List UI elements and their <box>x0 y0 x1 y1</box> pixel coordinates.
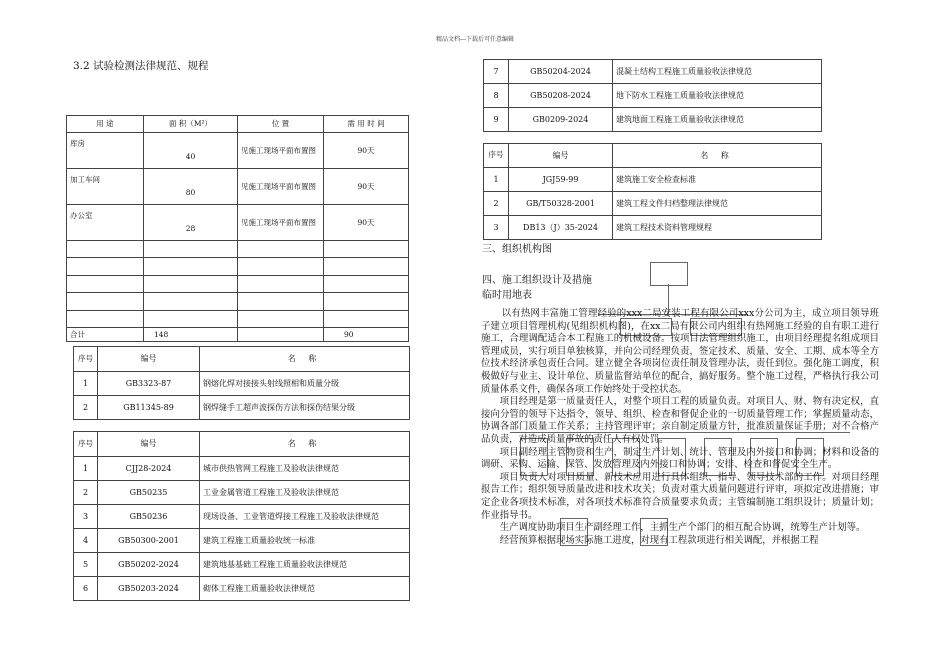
time-cell: 90天 <box>324 133 409 169</box>
table-header-row <box>484 144 822 168</box>
paragraph: 生产调度协助项目生产副经理工作，主抓生产个部门的相互配合协调，统筹生产计划等。 <box>499 522 866 534</box>
total-time: 90 <box>324 328 409 342</box>
code-cell: JGJ59-99 <box>509 168 613 192</box>
code-cell: CJJ28-2024 <box>98 457 200 481</box>
name-cell: 城市供热管网工程施工及验收法律规范 <box>200 457 410 481</box>
table-row <box>74 577 410 601</box>
table-row <box>484 168 822 192</box>
table-row <box>67 205 409 241</box>
table-row <box>74 372 410 396</box>
paragraph: 项目负责人对项目质量、新技术应用进行具体组织、指导、领导技术部的工作。对项目经理报告工作；组织领导质量改进和技术攻关；负责对重大质量问题进行评审，项拟定改进措施；审定企业各项技术标准，对各项技术标准符合质量要求负责；主管编制施工组织设计；质量计划；作业指导书。 <box>481 471 879 521</box>
name-cell: 建筑工程文件归档整理法律规范 <box>613 192 822 216</box>
code-cell: GB/T50328-2001 <box>509 192 613 216</box>
header-cell: 名 称 <box>613 144 822 168</box>
header-cell: 编号 <box>509 144 613 168</box>
name-cell: 建筑工程技术资料管理规程 <box>613 216 822 240</box>
table-row <box>484 108 822 132</box>
table-header-row <box>67 116 409 133</box>
name-cell: 现场设备、工业管道焊接工程施工及验收法律规范 <box>200 505 410 529</box>
code-cell: GB50208-2024 <box>509 84 613 108</box>
total-label: 合计 <box>67 328 144 342</box>
name-cell: 钢熔化焊对接接头射线照相和质量分级 <box>200 372 410 396</box>
no-cell: 6 <box>74 577 98 601</box>
code-cell: DB13（J）35-2024 <box>509 216 613 240</box>
table-row <box>67 169 409 205</box>
area-cell: 40 <box>144 133 238 169</box>
table-row <box>484 60 822 84</box>
code-cell: GB50202-2024 <box>98 553 200 577</box>
use-cell: 加工车间 <box>67 169 144 205</box>
table-row <box>74 481 410 505</box>
page-header-note: 精品文档---下载后可任意编辑 <box>435 36 515 43</box>
no-cell: 1 <box>484 168 509 192</box>
section-4-title: 四、施工组织设计及措施 <box>482 275 592 286</box>
table-row <box>67 133 409 169</box>
no-cell: 3 <box>74 505 98 529</box>
code-cell: GB50236 <box>98 505 200 529</box>
code-cell: GB50204-2024 <box>509 60 613 84</box>
section-4-subtitle: 临时用地表 <box>482 290 532 301</box>
area-cell: 28 <box>144 205 238 241</box>
name-cell: 混凝土结构工程施工质量验收法律规范 <box>613 60 822 84</box>
name-cell: 建筑地基基础工程施工质量验收法律规范 <box>200 553 410 577</box>
empty-row <box>67 293 409 311</box>
header-cell: 名 称 <box>200 347 410 372</box>
total-area: 148 <box>144 328 238 342</box>
table-row <box>484 216 822 240</box>
name-cell: 建筑施工安全检查标准 <box>613 168 822 192</box>
paragraph: 项目经理是第一质量责任人，对整个项目工程的质量负责。对项目人、财、物有决定权，直接向分管的领导下达指令，领导、组织、检查和督促企业的一切质量管理工作；掌握质量动态，协调各部门质量工作关系；主持管理评审；亲自制定质量方针，批准质量保证手册；对不合格产品负责，对造成质量事故的责任人有权处罚。 <box>481 396 879 445</box>
name-cell: 钢焊缝手工超声波探伤方法和探伤结果分级 <box>200 396 410 420</box>
no-cell: 3 <box>484 216 509 240</box>
total-row <box>67 328 409 342</box>
header-cell: 面 积（M²） <box>144 116 238 133</box>
use-cell: 办公室 <box>67 205 144 241</box>
header-cell: 序号 <box>74 432 98 457</box>
table-row <box>74 553 410 577</box>
section-title-3-2: 3.2 试验检测法律规范、规程 <box>73 60 209 72</box>
table-row <box>74 457 410 481</box>
name-cell: 建筑工程施工质量验收统一标准 <box>200 529 410 553</box>
section-3-title: 三、组织机构图 <box>482 244 552 255</box>
header-cell: 位 置 <box>238 116 324 133</box>
empty-row <box>67 311 409 328</box>
location-cell: 见施工现场平面布置图 <box>238 169 324 205</box>
header-cell: 序号 <box>484 144 509 168</box>
empty-row <box>67 241 409 258</box>
standards-table-d <box>483 143 822 240</box>
no-cell: 1 <box>74 457 98 481</box>
standards-table-c <box>483 59 822 132</box>
table-header-row <box>74 432 410 457</box>
time-cell: 90天 <box>324 205 409 241</box>
header-cell: 编号 <box>98 347 200 372</box>
paragraph: 项目副经理主管物资和生产，制定生产计划、统计、管理及内外接口和协调；材料和设备的调研、采购、运输、保管、发放管理及内外接口和协调；安排、检查和督促安全生产。 <box>481 446 879 471</box>
location-cell: 见施工现场平面布置图 <box>238 205 324 241</box>
no-cell: 7 <box>484 60 509 84</box>
standards-table-a <box>73 346 410 420</box>
code-cell: GB50300-2001 <box>98 529 200 553</box>
no-cell: 4 <box>74 529 98 553</box>
name-cell: 建筑地面工程施工质量验收法律规范 <box>613 108 822 132</box>
no-cell: 2 <box>74 396 98 420</box>
header-cell: 用 途 <box>67 116 144 133</box>
name-cell: 砌体工程施工质量验收法律规范 <box>200 577 410 601</box>
table-header-row <box>74 347 410 372</box>
location-cell: 见施工现场平面布置图 <box>238 133 324 169</box>
code-cell: GB11345-89 <box>98 396 200 420</box>
paragraph: 经营预算根据现场实际施工进度，对现有工程款项进行相关调配，并根据工程 <box>499 534 819 546</box>
table-row <box>74 529 410 553</box>
table-row <box>484 84 822 108</box>
code-cell: GB3323-87 <box>98 372 200 396</box>
header-cell: 序号 <box>74 347 98 372</box>
no-cell: 5 <box>74 553 98 577</box>
no-cell: 8 <box>484 84 509 108</box>
paragraph: 以有热网丰富施工管理经验的xxx二局安装工程有限公司xxx分公司为主，成立项目领导班子建立项目管理机构(见组织机构图)，在xx二局有限公司内组织有热网施工经验的自有职工进行施工，合理调配适合本工程施工的机械设备。按项目法管理组织施工，由项目经理提名组成项目管理成员，实行项目单独核算，并向公司经理负责，签定技术、质量、安全、工期、成本等全方位技术经济承包责任合同。建立健全各项岗位责任制及管理办法，责任到位。强化施工调度，积极做好与业主、设计单位、质量监督站单位的配合，搞好服务。整个施工过程，严格执行我公司质量体系文件，确保各项工作始终处于受控状态。 <box>481 308 879 395</box>
no-cell: 1 <box>74 372 98 396</box>
no-cell: 2 <box>74 481 98 505</box>
name-cell: 地下防水工程施工质量验收法律规范 <box>613 84 822 108</box>
code-cell: GB50203-2024 <box>98 577 200 601</box>
table-row <box>74 505 410 529</box>
organization-body-text <box>481 308 879 547</box>
header-cell: 需 用 时 间 <box>324 116 409 133</box>
name-cell: 工业金属管道工程施工及验收法律规范 <box>200 481 410 505</box>
org-box-top <box>650 262 688 286</box>
table-row <box>74 396 410 420</box>
area-cell: 80 <box>144 169 238 205</box>
use-cell: 库房 <box>67 133 144 169</box>
standards-table-b <box>73 431 410 601</box>
empty-row <box>67 276 409 293</box>
header-cell: 编号 <box>98 432 200 457</box>
no-cell: 9 <box>484 108 509 132</box>
empty-row <box>67 258 409 276</box>
code-cell: GB0209-2024 <box>509 108 613 132</box>
time-cell: 90天 <box>324 169 409 205</box>
temporary-land-usage-table <box>66 115 409 342</box>
header-cell: 名 称 <box>200 432 410 457</box>
code-cell: GB50235 <box>98 481 200 505</box>
no-cell: 2 <box>484 192 509 216</box>
table-row <box>484 192 822 216</box>
